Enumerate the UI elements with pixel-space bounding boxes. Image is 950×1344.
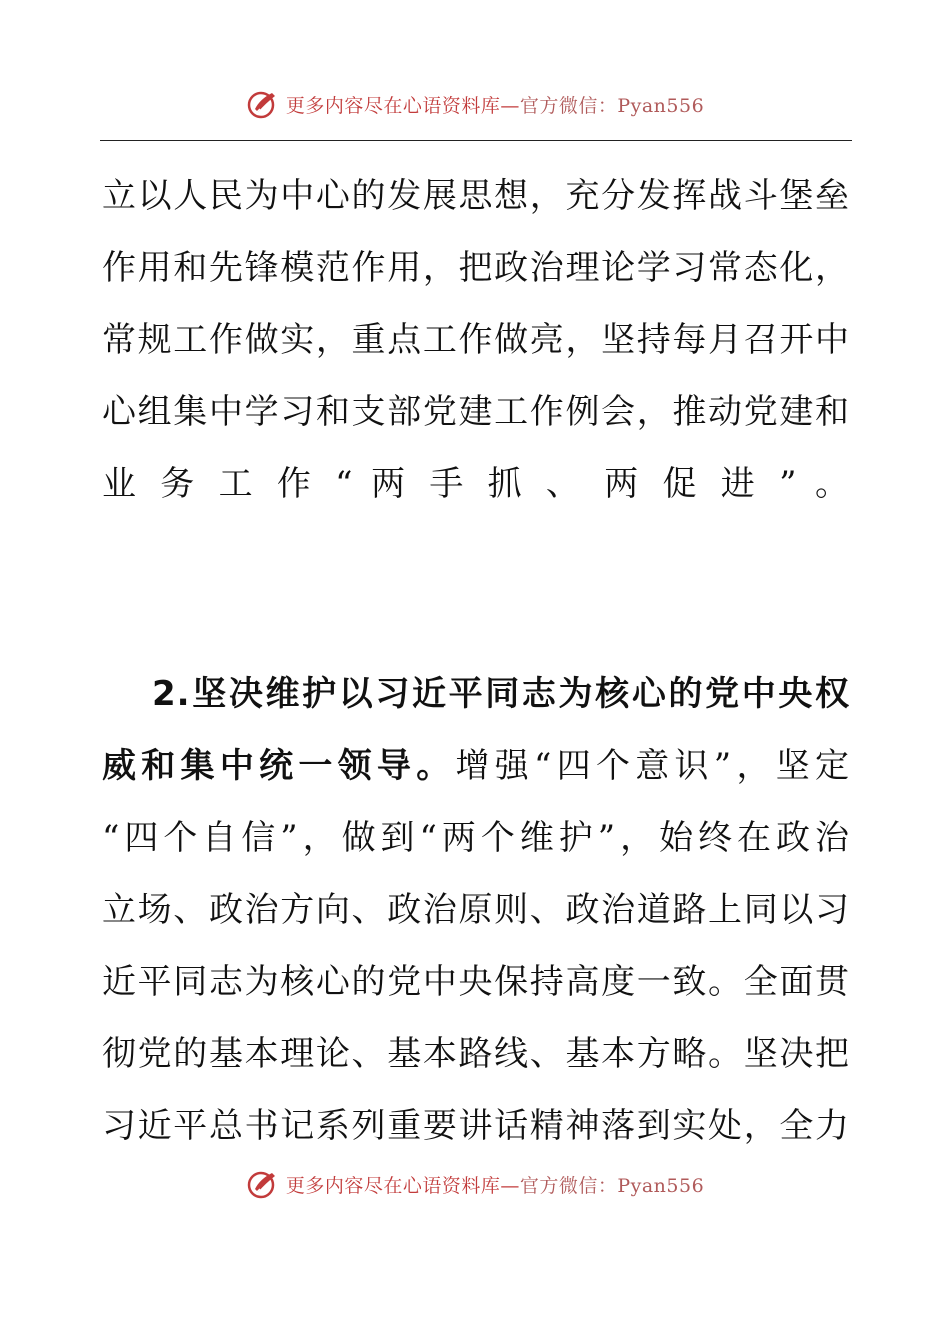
section-heading: 2.坚决维护以习近平同志为核心的党中央权: [152, 674, 850, 714]
footer-watermark: [0, 1164, 950, 1204]
text-line: 彻党的基本理论、基本路线、基本方略。坚决把: [102, 1034, 850, 1074]
text-line: 习近平总书记系列重要讲话精神落到实处，全力: [102, 1106, 850, 1146]
text-line-mixed: [102, 730, 850, 802]
pen-logo-icon: [246, 87, 280, 121]
watermark-text: 更多内容尽在心语资料库—官方微信：Pyan556: [285, 1174, 705, 1197]
text-line: 立以人民为中心的发展思想，充分发挥战斗堡垒: [102, 176, 850, 216]
text-line: 常规工作做实，重点工作做亮，坚持每月召开中: [102, 320, 850, 360]
text-line: 作用和先锋模范作用，把政治理论学习常态化，: [102, 248, 850, 288]
text-line: 心组集中学习和支部党建工作例会，推动党建和: [102, 392, 850, 432]
header-watermark: [0, 84, 950, 124]
text-line: 近平同志为核心的党中央保持高度一致。全面贯: [102, 962, 850, 1002]
paragraph-1: [102, 160, 850, 520]
paragraph-2: [102, 658, 850, 1162]
text-line: 立场、政治方向、政治原则、政治道路上同以习: [102, 890, 850, 930]
watermark-text: 更多内容尽在心语资料库—官方微信：Pyan556: [285, 94, 705, 117]
text-line: “四个自信”，做到“两个维护”，始终在政治: [102, 818, 850, 858]
text-segment: 增强“四个意识”，坚定: [455, 746, 850, 786]
text-line: 业 务 工 作 “ 两 手 抓 、 两 促 进 ” 。: [102, 464, 850, 504]
pen-logo-icon: [246, 1167, 280, 1201]
section-heading-continued: 威和集中统一领导。: [102, 746, 456, 786]
header-divider: [100, 140, 852, 141]
